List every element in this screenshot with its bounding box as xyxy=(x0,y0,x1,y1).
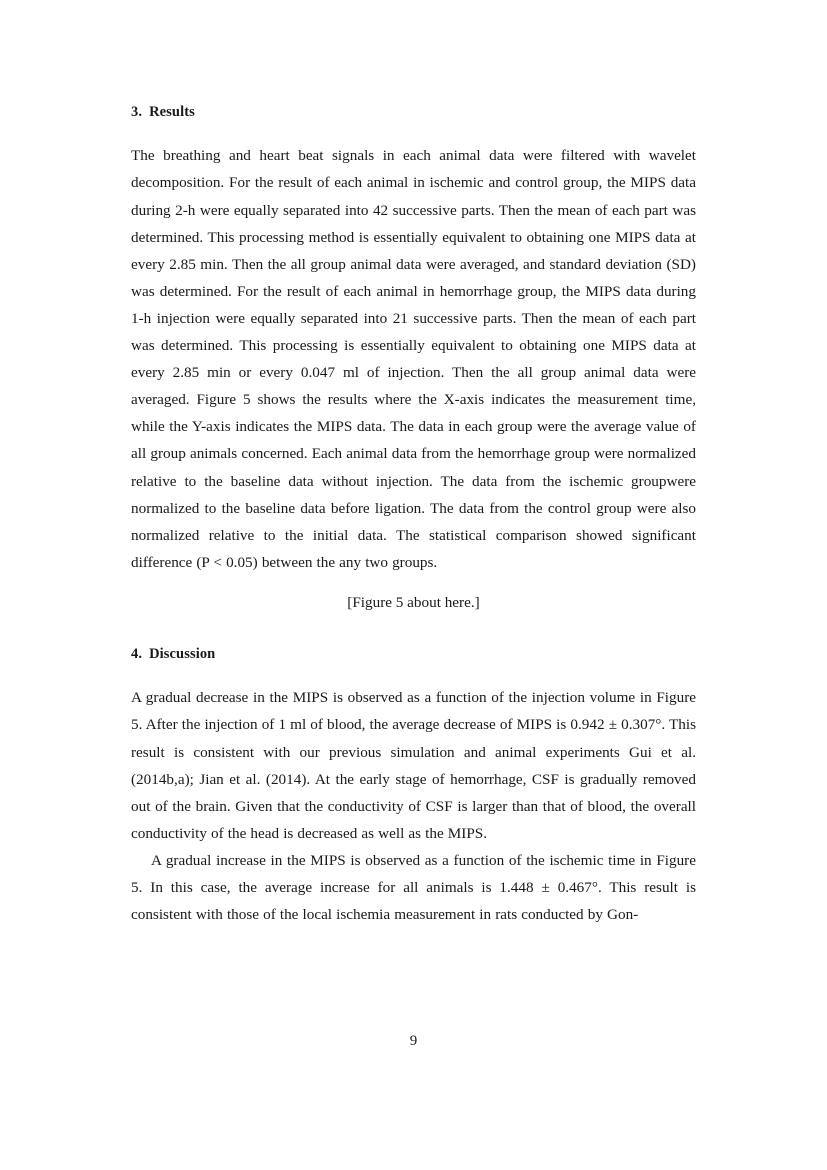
spacer xyxy=(131,121,696,142)
spacer xyxy=(131,616,696,646)
section-title: Results xyxy=(149,104,195,120)
paragraph-discussion-1: A gradual decrease in the MIPS is observed as a function of the injection volume in Figure 5. After the injection of 1 ml of blood, the average decrease of MIPS is 0.942 ± 0.307°. This result is consistent with our previous simulation and animal experiments Gui et al. (2014b,a); Jian et al. (2014). At the early stage of hemorrhage, CSF is gradually removed out of the brain. Given that the conductivity of CSF is larger than that of blood, the overall conductivity of the head is decreased as well as the MIPS. xyxy=(131,689,696,842)
section-number: 3. xyxy=(131,104,143,120)
section-heading-discussion xyxy=(131,646,696,663)
page-content xyxy=(131,104,696,928)
section-number: 4. xyxy=(131,645,143,662)
paragraph-results-1: The breathing and heart beat signals in each animal data were filtered with wavelet decomposition. For the result of each animal in ischemic and control group, the MIPS data during 2-h were equally separated into 42 successive parts. Then the mean of each part was determined. This processing method is essentially equivalent to obtaining one MIPS data at every 2.85 min. Then the all group animal data were averaged, and standard deviation (SD) was determined. For the result of each animal in hemorrhage group, the MIPS data during 1-h injection were equally separated into 21 successive parts. Then the mean of each part was determined. This processing is essentially equivalent to obtaining one MIPS data at every 2.85 min or every 0.047 ml of injection. Then the all group animal data were averaged. Figure 5 shows the results where the X-axis indicates the measurement time, while the Y-axis indicates the MIPS data. The data in each group were the average value of all group animals concerned. Each animal data from the hemorrhage group were normalized relative to the baseline data without injection. The data from the ischemic groupwere normalized to the baseline data before ligation. The data from the control group were also normalized relative to the initial data. The statistical comparison showed significant difference (P < 0.05) between the any two groups. xyxy=(131,147,696,571)
page-number: 9 xyxy=(409,1033,418,1049)
section-title: Discussion xyxy=(149,645,216,662)
spacer xyxy=(131,663,696,684)
spacer xyxy=(131,576,696,589)
section-heading-results xyxy=(131,104,696,121)
figure-placeholder-note: [Figure 5 about here.] xyxy=(347,593,480,611)
paragraph-discussion-2: A gradual increase in the MIPS is observed as a function of the ischemic time in Figure 5. In this case, the average increase for all animals is 1.448 ± 0.467°. This result is consistent with those of the local ischemia measurement in rats conducted by Gon- xyxy=(131,851,696,924)
